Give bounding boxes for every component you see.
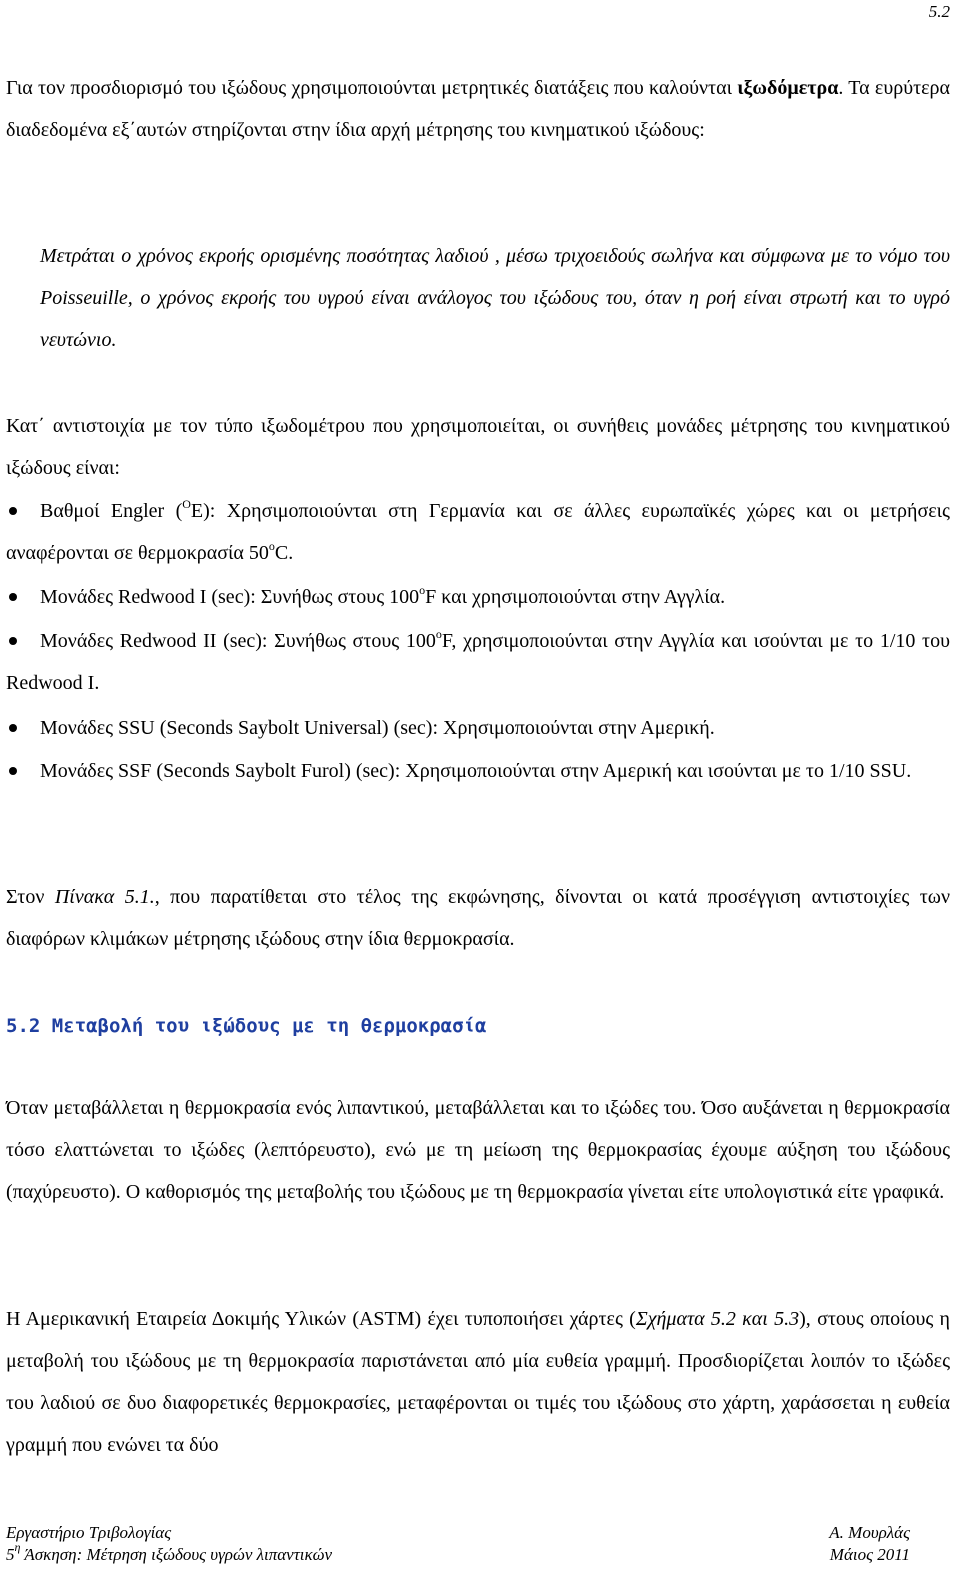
redwood1-text-a: Μονάδες Redwood I (sec): Συνήθως στους 100	[40, 586, 420, 608]
redwood1-text-b: F και χρησιμοποιούνται στην Αγγλία.	[425, 586, 726, 608]
engler-sup-2: o	[268, 539, 275, 553]
bullet-ssu: Μονάδες SSU (Seconds Saybolt Universal) (sec): Χρησιμοποιούνται στην Αμερική.	[40, 717, 715, 739]
footer-exercise	[6, 1540, 333, 1566]
footer-left	[6, 1522, 332, 1566]
units-intro-paragraph: Κατ΄ αντιστοιχία με τον τύπο ιξωδομέτρου που χρησιμοποιείται, οι συνήθεις μονάδες μέτρησης του κινηματικού ιξώδους είναι:	[6, 415, 950, 479]
intro-paragraph	[6, 67, 950, 151]
table-ref-a: Στον	[6, 886, 55, 908]
engler-text-a: Βαθμοί Engler (	[40, 500, 183, 522]
footer-exercise-number: 5	[6, 1545, 15, 1564]
footer-date: Μάιος 2011	[829, 1545, 910, 1564]
bullet-redwood-2	[6, 620, 950, 704]
principle-paragraph: Μετράται ο χρόνος εκροής ορισμένης ποσότητας λαδιού , μέσω τριχοειδούς σωλήνα και σύμφωνα με το νόμο του Poisseuille, ο χρόνος εκροής του υγρού είναι ανάλογος του ιξώδους του, όταν η ροή είναι στρωτή και το υγρό νευτώνιο.	[40, 245, 950, 351]
section-heading: 5.2 Μεταβολή του ιξώδους με τη θερμοκρασία	[6, 1015, 487, 1037]
intro-line-1: Για τον προσδιορισμό του ιξώδους χρησιμοποιούνται μετρητικές διατάξεις που καλούνται	[6, 77, 732, 99]
astm-paragraph	[6, 1298, 950, 1466]
redwood2-sup: o	[435, 627, 442, 641]
bullet-ssf: Μονάδες SSF (Seconds Saybolt Furol) (sec): Χρησιμοποιούνται στην Αμερική και ισούνται με το 1/10 SSU.	[40, 760, 912, 782]
redwood1-sup: o	[419, 583, 426, 597]
footer-author: Α. Μουρλάς	[829, 1523, 910, 1542]
engler-text-b: E): Χρησιμοποιούνται στη Γερμανία και σε άλλες ευρωπαϊκές χώρες και οι μετρήσεις αναφέρονται σε θερμοκρασία 50	[6, 500, 950, 564]
viscometer-term: ιξωδόμετρα	[737, 77, 839, 99]
astm-figure-ref: Σχήματα 5.2 και 5.3	[635, 1308, 800, 1330]
table-ref-link: Πίνακα 5.1.	[54, 886, 155, 908]
astm-text-a: Η Αμερικανική Εταιρεία Δοκιμής Υλικών (ASTM) έχει τυποποιήσει χάρτες (	[6, 1308, 636, 1330]
engler-text-c: C.	[274, 542, 294, 564]
intro-line-2: . Τα ευρύτερα διαδεδομένα εξ΄αυτών στηρίζονται στην ίδια αρχή μέτρησης του κινηματικού ιξώδους:	[6, 77, 950, 141]
table-ref-b: , που παρατίθεται στο τέλος της εκφώνησης, δίνονται οι κατά προσέγγιση αντιστοιχίες των διαφόρων κλιμάκων μέτρησης ιξώδους στην ίδια θερμοκρασία.	[6, 886, 950, 950]
page-number: 5.2	[928, 2, 950, 21]
table-reference-paragraph	[6, 876, 950, 960]
footer-lab: Εργαστήριο Τριβολογίας	[6, 1523, 172, 1542]
temperature-paragraph: Όταν μεταβάλλεται η θερμοκρασία ενός λιπαντικού, μεταβάλλεται και το ιξώδες του. Όσο αυξάνεται η θερμοκρασία τόσο ελαττώνεται το ιξώδες (λεπτόρευστο), ενώ με τη μείωση της θερμοκρασίας έχουμε αύξηση του ιξώδους (παχύρευστο). Ο καθορισμός της μεταβολής του ιξώδους με τη θερμοκρασία γίνεται είτε υπολογιστικά είτε γραφικά.	[6, 1097, 950, 1203]
engler-sup: O	[182, 497, 191, 511]
footer-exercise-sup: η	[14, 1540, 21, 1554]
astm-text-b: ), στους οποίους η μεταβολή του ιξώδους με τη θερμοκρασία παριστάνεται από μία ευθεία γραμμή. Προσδιορίζεται λοιπόν το ιξώδες του λαδιού σε δυο διαφορετικές θερμοκρασίες, μεταφέρονται οι τιμές του ιξώδους στο χάρτη, χαράσσεται η ευθεία γραμμή που ενώνει τα δύο	[6, 1308, 951, 1456]
footer-right	[829, 1522, 910, 1566]
bullet-redwood-1	[6, 576, 950, 618]
redwood2-text-a: Μονάδες Redwood II (sec): Συνήθως στους 100	[40, 630, 436, 652]
bullet-engler	[6, 490, 950, 574]
footer-exercise-title: Άσκηση: Μέτρηση ιξώδους υγρών λιπαντικών	[20, 1545, 333, 1564]
redwood2-text-b: F, χρησιμοποιούνται στην Αγγλία και ισούνται με το 1/10 του Redwood I.	[6, 630, 951, 694]
